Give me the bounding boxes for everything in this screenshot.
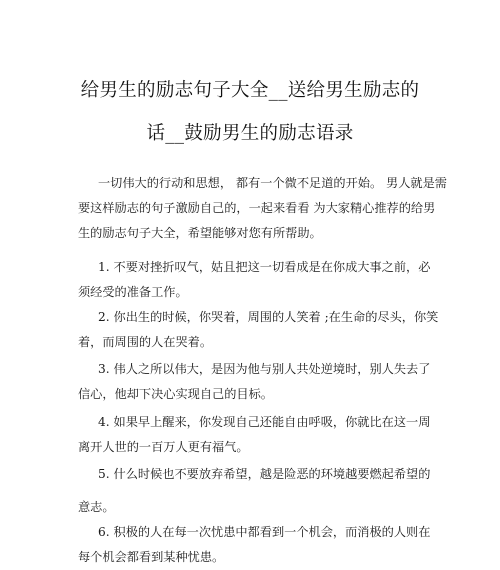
intro-paragraph <box>78 171 447 246</box>
document-title-line-2: 话__鼓励男生的励志语录 <box>146 123 354 144</box>
list-item-line: 每个机会都看到某种忧患。 <box>78 550 225 564</box>
list-item-line: 信心，他却下决心实现自己的目标。 <box>78 387 273 401</box>
list-item <box>78 520 431 570</box>
list-item-line: 离开人世的一百万人更有福气。 <box>78 440 249 454</box>
list-item <box>78 305 439 355</box>
list-item-line: 1. 不要对挫折叹气，姑且把这一切看成是在你成大事之前，必 <box>98 260 431 274</box>
list-item <box>78 255 431 305</box>
intro-line: 生的励志句子大全，希望能够对您有所帮助。 <box>78 226 322 240</box>
list-item-line: 6. 积极的人在每一次忧患中都看到一个机会，而消极的人则在 <box>98 525 431 539</box>
list-item-line: 意志。 <box>78 500 115 514</box>
list-item-line: 3. 伟人之所以伟大，是因为他与别人共处逆境时，别人失去了 <box>98 362 431 376</box>
list-item-line: 着，而周围的人在哭着。 <box>78 335 213 349</box>
list-item <box>78 357 431 407</box>
list-item-line: 5. 什么时候也不要放弃希望，越是险恶的环境越要燃起希望的 <box>98 467 431 481</box>
list-item <box>78 410 431 460</box>
list-item-line: 须经受的准备工作。 <box>78 285 188 299</box>
document-title-line-1: 给男生的励志句子大全__送给男生励志的 <box>80 80 420 101</box>
intro-line: 要这样励志的句子激励自己的，一起来看看 为大家精心推荐的给男 <box>78 201 436 215</box>
list-item <box>78 458 431 524</box>
list-item-line: 2. 你出生的时候，你哭着，周围的人笑着 ;在生命的尽头，你笑 <box>98 310 439 324</box>
list-item-line: 4. 如果早上醒来，你发现自己还能自由呼吸，你就比在这一周 <box>98 415 431 429</box>
intro-line: 一切伟大的行动和思想， 都有一个微不足道的开始。 男人就是需 <box>98 176 447 190</box>
